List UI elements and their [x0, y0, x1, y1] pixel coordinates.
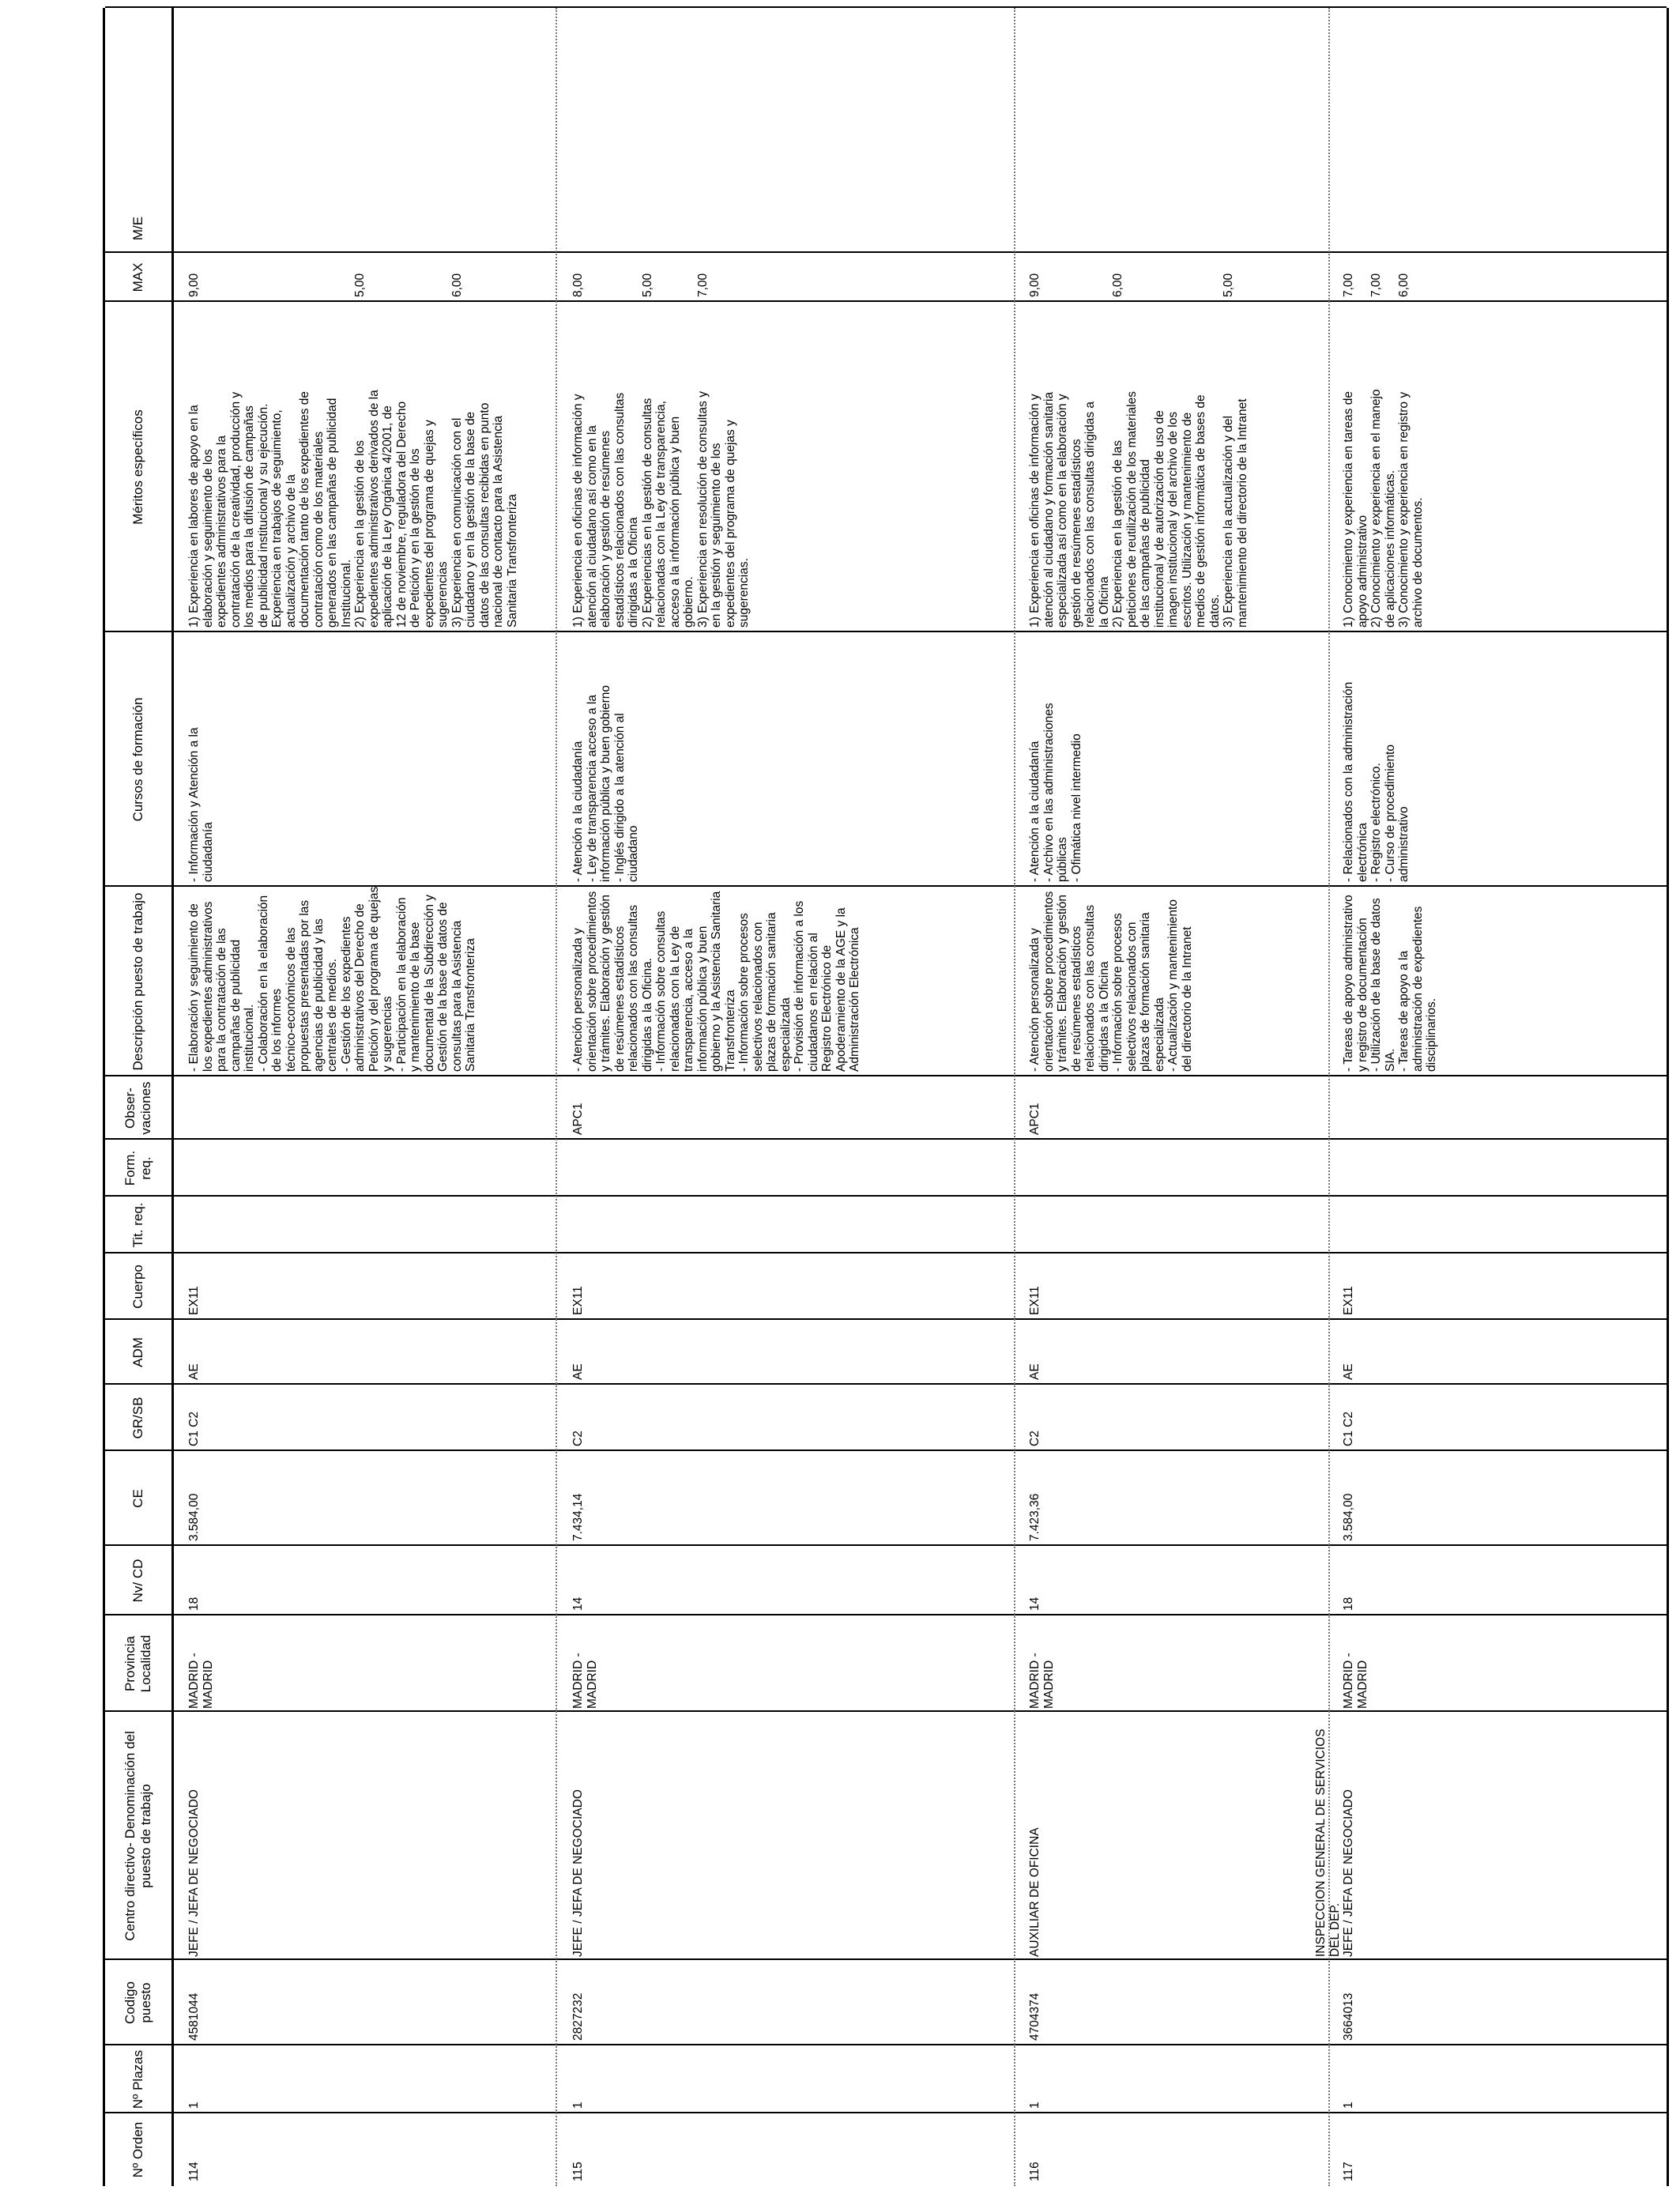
cursos-formacion [1342, 634, 1411, 882]
merito-especifico-line: archivo de documentos. [1411, 497, 1425, 628]
nivel-cd: 18 [1342, 1596, 1355, 1611]
cursos-formacion-line: información pública y buen gobierno [599, 684, 612, 882]
descripcion-puesto-line: de los informes [270, 988, 284, 1072]
merito-especifico [450, 303, 520, 628]
header-nivel [105, 1546, 171, 1615]
column-divider [105, 6, 1667, 8]
header-centro [105, 1712, 171, 1960]
plazas-count: 1 [1342, 2102, 1355, 2109]
descripcion-puesto-line: - Atención personalizada y [1028, 928, 1042, 1072]
merito-especifico-line: 1) Conocimiento y experiencia en tareas de [1342, 391, 1355, 628]
descripcion-puesto [187, 888, 478, 1072]
merito-especifico-line: gobierno. [682, 576, 695, 628]
descripcion-puesto-line: disciplinarios. [1425, 997, 1438, 1072]
merito-especifico-line: de las campañas de publicidad [1139, 459, 1152, 628]
merito-especifico [571, 303, 641, 628]
descripcion-puesto-line: especializada [778, 997, 793, 1072]
complemento-especifico: 3.584,00 [1342, 1493, 1355, 1541]
merito-especifico-line: sugerencias. [737, 558, 751, 628]
descripcion-puesto-line: gobierno y la Asistencia Sanitaria [710, 891, 723, 1072]
merito-max-score: 7,00 [1369, 273, 1383, 297]
complemento-especifico: 7.434,14 [571, 1493, 585, 1541]
header-cursos [105, 632, 171, 887]
merito-especifico-line: actualización y archivo de la [284, 474, 298, 628]
merito-max-score: 7,00 [695, 273, 710, 297]
header-titulacion [105, 1197, 171, 1253]
merito-especifico-line: 2) Experiencia en la gestión de los [353, 440, 367, 628]
descripcion-puesto-line: y registro de documentación [1355, 918, 1369, 1072]
merito-especifico-line: 3) Conocimiento y experiencia en registro y [1397, 391, 1411, 628]
descripcion-puesto-line: - Información sobre procesos [737, 913, 751, 1072]
descripcion-puesto-line: los expedientes administrativos [201, 901, 215, 1072]
header-orden-text: Nº Orden [130, 2121, 145, 2178]
merito-especifico-line: atención al ciudadano y formación sanitaria [1042, 391, 1056, 628]
descripcion-puesto-line: dirigidas a la Oficina. [640, 958, 654, 1072]
descripcion-puesto-line: administrativos del Derecho de [353, 903, 367, 1072]
header-centro-text: Centro directivo- Denominación del puesto de trabajo [122, 1731, 153, 1941]
header-ce [105, 1451, 171, 1546]
header-plazas [105, 2045, 171, 2113]
denominacion-puesto: JEFE / JEFA DE NEGOCIADO [1342, 1789, 1355, 1957]
cursos-formacion-line: - Inglés dirigido a la atención al [612, 713, 627, 882]
merito-especifico-line: Experiencia en trabajos de seguimiento, [270, 409, 284, 628]
observaciones: APC1 [1028, 1103, 1042, 1135]
merito-especifico [353, 303, 450, 628]
plazas-count: 1 [571, 2102, 585, 2109]
column-divider [105, 2044, 1667, 2045]
column-divider [105, 1138, 1667, 1140]
descripcion-puesto [1028, 888, 1194, 1072]
merito-especifico-line: contratación de la creatividad, producción y [228, 391, 243, 628]
header-titulacion-text: Tit. req. [130, 1202, 145, 1248]
cuerpo: EX11 [571, 1286, 585, 1315]
cursos-formacion-line: electrónica [1355, 823, 1369, 882]
descripcion-puesto-line: Registro Electrónico de [820, 944, 834, 1072]
descripcion-puesto-line: y trámites. Elaboración y gestión [599, 895, 612, 1072]
merito-especifico [1222, 303, 1249, 628]
header-meritos [105, 302, 171, 632]
column-divider [105, 1318, 1667, 1320]
codigo-puesto: 3664013 [1342, 1992, 1355, 2041]
header-adm-text: ADM [130, 1337, 145, 1367]
cursos-formacion-line: públicas [1056, 837, 1069, 882]
column-divider [105, 1075, 1667, 1076]
descripcion-puesto-line: - Provisión de información a los [793, 900, 806, 1072]
merito-especifico-line: documentación tanto de los expedientes de [298, 390, 311, 628]
orden-number: 116 [1028, 2162, 1042, 2181]
cursos-formacion-line: - Curso de procedimiento [1383, 744, 1397, 882]
grupo-subgrupo: C1 C2 [1342, 1412, 1355, 1446]
administracion: AE [1342, 1363, 1355, 1380]
merito-especifico-line: dirigidas a la Oficina [627, 517, 640, 628]
descripcion-puesto-line: del directorio de la Intranet [1180, 926, 1194, 1072]
merito-especifico-line: 2) Conocimiento y experiencia en el manejo [1369, 389, 1383, 628]
merito-especifico-line: 1) Experiencia en labores de apoyo en la [187, 405, 201, 628]
plazas-count: 1 [1028, 2102, 1042, 2109]
cursos-formacion-line: administrativo [1397, 806, 1411, 882]
grupo-subgrupo: C2 [571, 1431, 585, 1446]
merito-especifico [1342, 303, 1369, 628]
merito-especifico-line: expedientes del programa de quejas y [422, 420, 436, 628]
column-divider [105, 2112, 1667, 2113]
merito-especifico-line: 2) Experiencias en la gestión de consultas [640, 398, 654, 628]
merito-especifico-line: apoyo administrativo [1355, 515, 1369, 628]
column-divider [105, 1614, 1667, 1615]
merito-especifico [1369, 303, 1397, 628]
descripcion-puesto-line: campañas de publicidad [228, 939, 243, 1072]
header-me-text: M/E [130, 216, 145, 241]
cursos-formacion-line: - Ofimática nivel intermedio [1069, 733, 1083, 882]
merito-especifico-line: gestión de resúmenes estadísticos [1069, 439, 1083, 628]
administracion: AE [1028, 1363, 1042, 1380]
merito-especifico-line: expedientes administrativos para la [215, 435, 228, 628]
descripcion-puesto-line: relacionados con las consultas [1083, 904, 1097, 1072]
descripcion-puesto-line: - Atención personalizada y [571, 928, 585, 1072]
centro-directivo: INSPECCION GENERAL DE SERVICIOS DEL DEP. [1314, 1728, 1342, 1957]
column-divider [105, 1252, 1667, 1253]
header-formacion [105, 1140, 171, 1197]
header-observaciones [105, 1076, 171, 1140]
descripcion-puesto-line: - Gestión de los expedientes [339, 916, 353, 1072]
descripcion-puesto-line: Petición y del programa de quejas [367, 886, 381, 1072]
cuerpo: EX11 [1342, 1286, 1355, 1315]
grupo-subgrupo: C2 [1028, 1431, 1042, 1446]
descripcion-puesto-line: - Participación en la elaboración [394, 897, 409, 1072]
descripcion-puesto [571, 888, 862, 1072]
descripcion-puesto-line: - Información sobre consultas [654, 910, 668, 1072]
merito-especifico [641, 303, 696, 628]
cursos-formacion-line: - Atención a la ciudadanía [1028, 741, 1042, 882]
header-provincia-text: Provincia Localidad [122, 1634, 153, 1693]
descripcion-puesto-line: y mantenimiento de la base [409, 922, 422, 1072]
descripcion-puesto-line: institucional. [243, 1004, 256, 1072]
header-plazas-text: Nº Plazas [130, 2049, 145, 2109]
merito-max-score: 6,00 [1111, 273, 1124, 297]
header-provincia [105, 1615, 171, 1712]
cursos-formacion-line: - Registro electrónico. [1369, 763, 1383, 882]
column-divider [105, 885, 1667, 887]
cursos-formacion [571, 634, 641, 882]
header-cuerpo-text: Cuerpo [130, 1265, 145, 1309]
descripcion-puesto-line: y trámites. Elaboración y gestión [1056, 895, 1069, 1072]
merito-especifico-line: de publicidad institucional y su ejecución. [256, 403, 270, 628]
descripcion-puesto-line: relacionadas con la Ley de [668, 925, 682, 1072]
merito-especifico-line: expedientes administrativos derivados de la [367, 390, 381, 628]
descripcion-puesto-line: selectivos relacionados con [751, 922, 765, 1072]
merito-especifico-line: ciudadano y en la gestión de la base de [464, 411, 477, 628]
administracion: AE [571, 1363, 585, 1380]
vacancy-table [103, 8, 1669, 2186]
merito-especifico-line: aplicación de la Ley Orgánica 4/2001, de [381, 405, 394, 628]
merito-max-score: 6,00 [450, 273, 464, 297]
descripcion-puesto-line: Administración Electrónica [848, 927, 861, 1072]
denominacion-puesto: AUXILIAR DE OFICINA [1028, 1827, 1042, 1957]
header-descripcion [105, 887, 171, 1076]
complemento-especifico: 3.584,00 [187, 1493, 201, 1541]
merito-max-score: 5,00 [353, 273, 367, 297]
descripcion-puesto-line: - Tareas de apoyo a la [1397, 950, 1411, 1072]
plazas-count: 1 [187, 2102, 201, 2109]
merito-especifico-line: relacionados con las consultas dirigidas a [1083, 401, 1097, 628]
header-ce-text: CE [130, 1489, 145, 1508]
merito-especifico-line: mantenimiento del directorio de la Intranet [1235, 398, 1249, 628]
codigo-puesto: 2827232 [571, 1992, 585, 2041]
merito-max-score: 8,00 [571, 273, 585, 297]
descripcion-puesto-line: Gestión de la base de datos de [436, 902, 450, 1072]
column-divider [105, 1449, 1667, 1451]
provincia-localidad: MADRID - MADRID [571, 1653, 599, 1709]
descripcion-puesto-line: - Elaboración y seguimiento de [187, 903, 201, 1072]
denominacion-puesto: JEFE / JEFA DE NEGOCIADO [571, 1789, 585, 1957]
merito-max-score: 5,00 [1222, 273, 1235, 297]
header-descripcion-text: Descripción puesto de trabajo [130, 892, 145, 1071]
merito-especifico [1111, 303, 1222, 628]
descripcion-puesto-line: de resúmenes estadísticos [1069, 925, 1083, 1072]
header-formacion-text: Form. req. [122, 1150, 153, 1186]
descripcion-puesto-line: - Utilización de la base de datos [1369, 898, 1383, 1072]
header-cuerpo [105, 1253, 171, 1320]
observaciones: APC1 [571, 1103, 585, 1135]
descripcion-puesto-line: plazas de formación sanitaria [1139, 912, 1152, 1072]
merito-especifico-line: 3) Experiencia en resolución de consultas y [695, 391, 710, 628]
merito-especifico-line: los medios para la difusión de campañas [243, 405, 256, 628]
merito-especifico-line: imagen institucional y del archivo de los [1166, 411, 1180, 628]
descripcion-puesto-line: transparencia, acceso a la [682, 929, 695, 1072]
merito-max-score: 6,00 [1397, 273, 1411, 297]
nivel-cd: 18 [187, 1596, 201, 1611]
descripcion-puesto-line: selectivos relacionados con [1124, 922, 1139, 1072]
descripcion-puesto-line: Transfronteriza [723, 990, 737, 1072]
descripcion-puesto-line: para la contratación de las [215, 928, 228, 1072]
descripcion-puesto-line: centrales de medios. [326, 958, 339, 1072]
descripcion-puesto-line: propuestas presentadas por las [298, 899, 311, 1072]
descripcion-puesto-line: consultas para la Asistencia [450, 920, 464, 1072]
merito-especifico-line: acceso a la información pública y buen [668, 416, 682, 628]
header-max-text: MAX [130, 262, 145, 292]
merito-especifico-line: de Petición y en la gestión de los [409, 448, 422, 628]
merito-especifico [696, 303, 751, 628]
merito-especifico-line: la Oficina [1097, 576, 1111, 628]
merito-max-score: 5,00 [640, 273, 654, 297]
merito-especifico-line: contratación como de los materiales [311, 431, 326, 628]
cursos-formacion-line: - Información y Atención a la [187, 727, 201, 882]
merito-max-score: 9,00 [1028, 273, 1042, 297]
header-codigo-text: Codigo puesto [122, 1981, 153, 2024]
column-divider [105, 1710, 1667, 1712]
cursos-formacion-line: - Archivo en las administraciones [1042, 703, 1056, 882]
descripcion-puesto-line: orientación sobre procedimientos [585, 891, 599, 1072]
descripcion-puesto-line: de resúmenes estadísticos [612, 925, 627, 1072]
descripcion-puesto-line: orientación sobre procedimientos [1042, 891, 1056, 1072]
header-meritos-text: Méritos específicos [130, 409, 145, 525]
column-divider [105, 1383, 1667, 1385]
descripcion-puesto-line: agencias de publicidad y las [311, 918, 326, 1072]
descripcion-puesto-line: plazas de formación sanitaria [765, 912, 778, 1072]
merito-especifico-line: institucional y de autorización de uso de [1152, 410, 1166, 628]
merito-especifico-line: 3) Experiencia en comunicación con el [450, 417, 464, 628]
merito-especifico [187, 303, 353, 628]
merito-especifico-line: atención al ciudadano así como en la [585, 425, 599, 628]
merito-especifico-line: relacionadas con la Ley de transparencia, [654, 401, 668, 628]
descripcion-puesto-line: Apoderamiento de la AGE y la [834, 907, 848, 1072]
administracion: AE [187, 1363, 201, 1380]
provincia-localidad: MADRID - MADRID [187, 1653, 215, 1709]
merito-especifico-line: Institucional. [339, 559, 353, 628]
provincia-localidad: MADRID - MADRID [1342, 1653, 1369, 1709]
cursos-formacion-line: ciudadanía [201, 822, 215, 882]
cuerpo: EX11 [1028, 1286, 1042, 1315]
column-divider [105, 1958, 1667, 1960]
complemento-especifico: 7.423,36 [1028, 1493, 1042, 1541]
nivel-cd: 14 [1028, 1596, 1042, 1611]
header-observaciones-text: Obser- vaciones [122, 1081, 153, 1135]
row-separator [1014, 8, 1015, 2186]
merito-especifico-line: peticiones de reutilización de los materiales [1124, 391, 1139, 628]
header-codigo [105, 1960, 171, 2045]
descripcion-puesto-line: especializada [1152, 997, 1166, 1072]
column-divider [105, 300, 1667, 302]
merito-max-score: 7,00 [1342, 273, 1355, 297]
orden-number: 115 [571, 2162, 585, 2181]
descripcion-puesto-line: y sugerencias [381, 996, 394, 1072]
header-adm [105, 1320, 171, 1385]
merito-especifico-line: 1) Experiencia en oficinas de información y [571, 394, 585, 628]
header-grupo [105, 1385, 171, 1451]
header-nivel-text: Nv/ CD [130, 1559, 145, 1603]
header-me [105, 204, 171, 253]
header-cursos-text: Cursos de formación [130, 697, 145, 822]
merito-especifico [1397, 303, 1425, 628]
descripcion-puesto-line: administración de expedientes [1411, 906, 1425, 1072]
nivel-cd: 14 [571, 1596, 585, 1611]
descripcion-puesto-line: información pública y buen [695, 925, 710, 1072]
orden-number: 114 [187, 2162, 201, 2181]
provincia-localidad: MADRID - MADRID [1028, 1653, 1056, 1709]
descripcion-puesto-line: ciudadanos en relación al [806, 933, 820, 1072]
header-orden [105, 2113, 171, 2186]
merito-especifico-line: elaboración y gestión de resúmenes [599, 430, 612, 628]
cursos-formacion-line: - Ley de transparencia acceso a la [585, 695, 599, 882]
cuerpo: EX11 [187, 1286, 201, 1315]
descripcion-puesto-line: dirigidas a la Oficina [1097, 961, 1111, 1072]
header-max [105, 253, 171, 302]
cursos-formacion [1028, 634, 1083, 882]
descripcion-puesto-line: - Información sobre procesos [1111, 913, 1124, 1072]
cursos-formacion-line: - Relacionados con la administración [1342, 681, 1355, 882]
merito-especifico-line: elaboración y seguimiento de los [201, 449, 215, 628]
merito-especifico-line: Sanitaria Transfronteriza [505, 494, 519, 628]
merito-especifico-line: expedientes del programa de quejas y [723, 420, 737, 628]
cursos-formacion-line: - Atención a la ciudadanía [571, 741, 585, 882]
column-divider [105, 631, 1667, 632]
descripcion-puesto-line: - Tareas de apoyo administrativo [1342, 895, 1355, 1072]
merito-especifico-line: 3) Experiencia en la actualización y del [1222, 416, 1235, 628]
descripcion-puesto-line: - Actualización y mantenimiento [1166, 899, 1180, 1072]
header-grupo-text: GR/SB [130, 1397, 145, 1439]
descripcion-puesto-line: - Colaboración en la elaboración [256, 895, 270, 1072]
merito-especifico-line: escritos. Utilización y mantenimiento de [1180, 412, 1194, 628]
merito-especifico-line: datos. [1207, 594, 1222, 628]
cursos-formacion-line: ciudadano [627, 825, 640, 882]
merito-especifico-line: medios de gestión informática de bases de [1194, 394, 1207, 628]
merito-especifico-line: nacional de contacto para la Asistencia [492, 416, 505, 628]
merito-especifico-line: 2) Experiencia en la gestión de las [1111, 440, 1124, 628]
row-separator [556, 8, 557, 2186]
merito-especifico-line: 12 de noviembre, reguladora del Derecho [394, 401, 409, 628]
descripcion-puesto-line: técnico-económicos de las [284, 927, 298, 1072]
descripcion-puesto-line: documental de la Subdirección y [422, 894, 436, 1072]
merito-especifico-line: generados en las campañas de publicidad [326, 398, 339, 628]
codigo-puesto: 4581044 [187, 1992, 201, 2041]
descripcion-puesto [1342, 888, 1439, 1072]
descripcion-puesto-line: relacionados con las consultas [627, 904, 640, 1072]
merito-especifico-line: 1) Experiencia en oficinas de información y [1028, 394, 1042, 628]
column-divider [105, 251, 1667, 253]
merito-especifico-line: datos de las consultas recibidas en punto [477, 402, 492, 628]
cursos-formacion [187, 634, 215, 882]
merito-max-score: 9,00 [187, 273, 201, 297]
merito-especifico [1028, 303, 1111, 628]
merito-especifico-line: en la gestión y seguimiento de los [710, 443, 723, 628]
descripcion-puesto-line: Sanitaria Transfronteriza [464, 938, 477, 1072]
header-rule [171, 8, 174, 2186]
column-divider [105, 1544, 1667, 1546]
merito-especifico-line: estadísticos relacionados con las consultas [612, 392, 627, 628]
column-divider [105, 1195, 1667, 1197]
merito-especifico-line: especializada así como en la elaboración y [1056, 394, 1069, 628]
orden-number: 117 [1342, 2162, 1355, 2181]
merito-especifico-line: sugerencias [436, 561, 450, 628]
merito-especifico-line: de aplicaciones informáticas. [1383, 469, 1397, 628]
denominacion-puesto: JEFE / JEFA DE NEGOCIADO [187, 1789, 201, 1957]
codigo-puesto: 4704374 [1028, 1992, 1042, 2041]
grupo-subgrupo: C1 C2 [187, 1412, 201, 1446]
descripcion-puesto-line: SIA. [1383, 1048, 1397, 1072]
